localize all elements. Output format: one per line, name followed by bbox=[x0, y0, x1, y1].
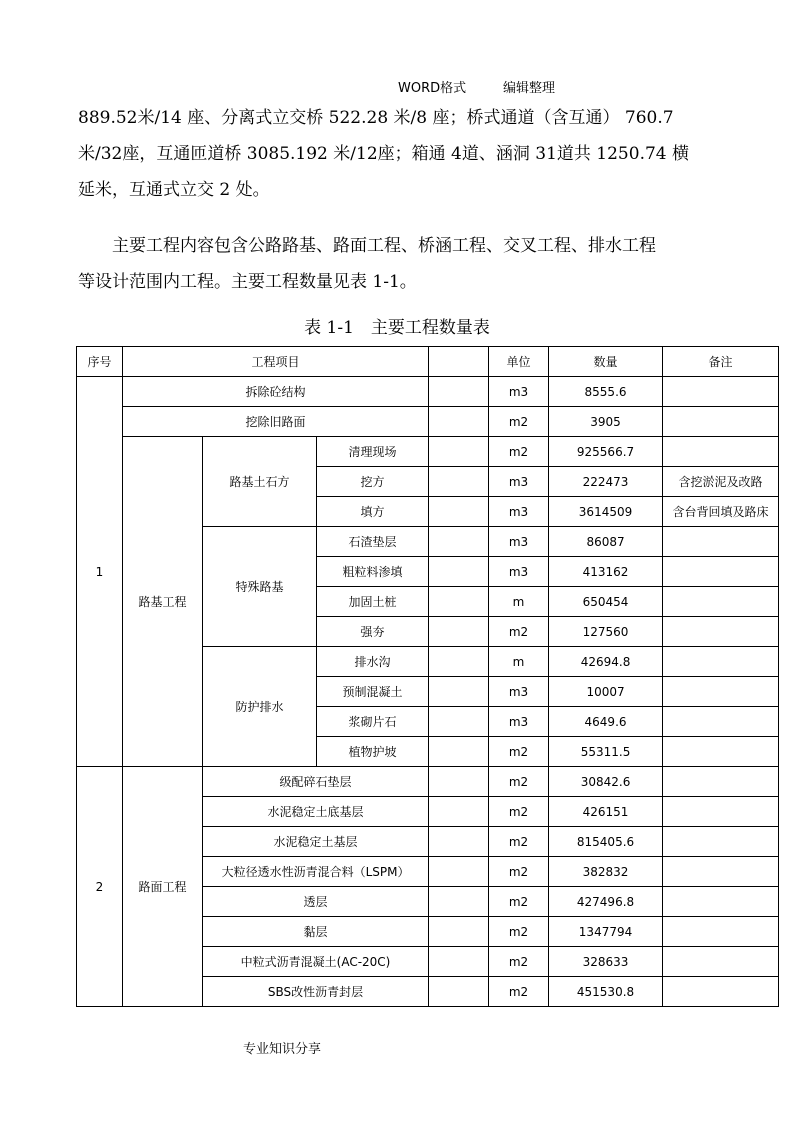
item-cell: 排水沟 bbox=[317, 647, 429, 677]
blank-cell bbox=[429, 407, 489, 437]
blank-cell bbox=[429, 707, 489, 737]
note-cell bbox=[663, 917, 779, 947]
note-cell bbox=[663, 797, 779, 827]
unit-cell: m2 bbox=[489, 887, 549, 917]
header-edit-label: 编辑整理 bbox=[503, 81, 556, 96]
note-cell bbox=[663, 947, 779, 977]
blank-cell bbox=[429, 617, 489, 647]
blank-cell bbox=[429, 467, 489, 497]
qty-cell: 382832 bbox=[549, 857, 663, 887]
item-cell: 加固土桩 bbox=[317, 587, 429, 617]
unit-cell: m3 bbox=[489, 527, 549, 557]
blank-cell bbox=[429, 527, 489, 557]
item-cell: 级配碎石垫层 bbox=[203, 767, 429, 797]
unit-cell: m3 bbox=[489, 497, 549, 527]
table-header-row bbox=[77, 347, 779, 377]
header-qty: 数量 bbox=[549, 347, 663, 377]
item-cell: 强夯 bbox=[317, 617, 429, 647]
unit-cell: m3 bbox=[489, 557, 549, 587]
seq-cell: 2 bbox=[77, 767, 123, 1007]
table-row bbox=[77, 407, 779, 437]
qty-cell: 30842.6 bbox=[549, 767, 663, 797]
qty-cell: 8555.6 bbox=[549, 377, 663, 407]
item-cell: 挖方 bbox=[317, 467, 429, 497]
unit-cell: m bbox=[489, 587, 549, 617]
unit-cell: m2 bbox=[489, 767, 549, 797]
note-cell bbox=[663, 707, 779, 737]
quantity-table bbox=[76, 346, 779, 1007]
main-work-paragraph bbox=[78, 228, 718, 300]
item-cell: 石渣垫层 bbox=[317, 527, 429, 557]
group-label-cell: 路基工程 bbox=[123, 437, 203, 767]
header-blank bbox=[429, 347, 489, 377]
qty-cell: 4649.6 bbox=[549, 707, 663, 737]
qty-cell: 451530.8 bbox=[549, 977, 663, 1007]
unit-cell: m3 bbox=[489, 677, 549, 707]
note-cell bbox=[663, 437, 779, 467]
note-cell bbox=[663, 407, 779, 437]
unit-cell: m2 bbox=[489, 617, 549, 647]
unit-cell: m2 bbox=[489, 827, 549, 857]
qty-cell: 55311.5 bbox=[549, 737, 663, 767]
note-cell bbox=[663, 617, 779, 647]
qty-cell: 427496.8 bbox=[549, 887, 663, 917]
blank-cell bbox=[429, 377, 489, 407]
qty-cell: 650454 bbox=[549, 587, 663, 617]
qty-cell: 127560 bbox=[549, 617, 663, 647]
unit-cell: m3 bbox=[489, 377, 549, 407]
note-cell bbox=[663, 767, 779, 797]
intro-line: 米/32座，互通匝道桥 3085.192 米/12座；箱通 4道、涵洞 31道共 1250.74 横 bbox=[78, 144, 690, 164]
item-cell: 透层 bbox=[203, 887, 429, 917]
subgroup-label-cell: 路基土石方 bbox=[203, 437, 317, 527]
blank-cell bbox=[429, 647, 489, 677]
blank-cell bbox=[429, 497, 489, 527]
seq-cell: 1 bbox=[77, 377, 123, 767]
header-unit: 单位 bbox=[489, 347, 549, 377]
note-cell bbox=[663, 737, 779, 767]
blank-cell bbox=[429, 587, 489, 617]
qty-cell: 3614509 bbox=[549, 497, 663, 527]
header-note: 备注 bbox=[663, 347, 779, 377]
page-header bbox=[0, 77, 794, 95]
item-cell: 挖除旧路面 bbox=[123, 407, 429, 437]
intro-paragraph bbox=[78, 100, 718, 208]
qty-cell: 1347794 bbox=[549, 917, 663, 947]
table-row bbox=[77, 767, 779, 797]
intro-line: 延米，互通式立交 2 处。 bbox=[78, 180, 270, 200]
item-cell: 预制混凝土 bbox=[317, 677, 429, 707]
blank-cell bbox=[429, 947, 489, 977]
paragraph-line: 主要工程内容包含公路路基、路面工程、桥涵工程、交叉工程、排水工程 bbox=[78, 236, 656, 256]
qty-cell: 328633 bbox=[549, 947, 663, 977]
note-cell bbox=[663, 977, 779, 1007]
qty-cell: 10007 bbox=[549, 677, 663, 707]
item-cell: 填方 bbox=[317, 497, 429, 527]
header-format-label: WORD格式 bbox=[398, 81, 467, 96]
unit-cell: m2 bbox=[489, 797, 549, 827]
page-footer: 专业知识分享 bbox=[243, 1042, 322, 1057]
unit-cell: m2 bbox=[489, 737, 549, 767]
blank-cell bbox=[429, 557, 489, 587]
unit-cell: m3 bbox=[489, 707, 549, 737]
paragraph-line: 等设计范围内工程。主要工程数量见表 1-1。 bbox=[78, 272, 417, 292]
note-cell bbox=[663, 677, 779, 707]
item-cell: 中粒式沥青混凝土(AC-20C) bbox=[203, 947, 429, 977]
blank-cell bbox=[429, 827, 489, 857]
item-cell: 粗粒料渗填 bbox=[317, 557, 429, 587]
item-cell: 清理现场 bbox=[317, 437, 429, 467]
item-cell: 植物护坡 bbox=[317, 737, 429, 767]
header-item: 工程项目 bbox=[123, 347, 429, 377]
blank-cell bbox=[429, 677, 489, 707]
blank-cell bbox=[429, 917, 489, 947]
unit-cell: m bbox=[489, 647, 549, 677]
header-seq: 序号 bbox=[77, 347, 123, 377]
unit-cell: m2 bbox=[489, 917, 549, 947]
blank-cell bbox=[429, 437, 489, 467]
qty-cell: 815405.6 bbox=[549, 827, 663, 857]
item-cell: 浆砌片石 bbox=[317, 707, 429, 737]
unit-cell: m2 bbox=[489, 947, 549, 977]
note-cell bbox=[663, 587, 779, 617]
unit-cell: m2 bbox=[489, 407, 549, 437]
item-cell: SBS改性沥青封层 bbox=[203, 977, 429, 1007]
subgroup-label-cell: 特殊路基 bbox=[203, 527, 317, 647]
blank-cell bbox=[429, 767, 489, 797]
qty-cell: 86087 bbox=[549, 527, 663, 557]
note-cell bbox=[663, 887, 779, 917]
item-cell: 大粒径透水性沥青混合料（LSPM） bbox=[203, 857, 429, 887]
unit-cell: m2 bbox=[489, 857, 549, 887]
item-cell: 拆除砼结构 bbox=[123, 377, 429, 407]
note-cell bbox=[663, 527, 779, 557]
subgroup-label-cell: 防护排水 bbox=[203, 647, 317, 767]
table-row bbox=[77, 437, 779, 467]
table-caption: 表 1-1 主要工程数量表 bbox=[304, 318, 490, 338]
item-cell: 水泥稳定土基层 bbox=[203, 827, 429, 857]
note-cell: 含挖淤泥及改路 bbox=[663, 467, 779, 497]
qty-cell: 42694.8 bbox=[549, 647, 663, 677]
qty-cell: 413162 bbox=[549, 557, 663, 587]
note-cell bbox=[663, 857, 779, 887]
group-label-cell: 路面工程 bbox=[123, 767, 203, 1007]
qty-cell: 3905 bbox=[549, 407, 663, 437]
item-cell: 黏层 bbox=[203, 917, 429, 947]
blank-cell bbox=[429, 737, 489, 767]
item-cell: 水泥稳定土底基层 bbox=[203, 797, 429, 827]
qty-cell: 925566.7 bbox=[549, 437, 663, 467]
note-cell bbox=[663, 377, 779, 407]
blank-cell bbox=[429, 857, 489, 887]
blank-cell bbox=[429, 977, 489, 1007]
unit-cell: m2 bbox=[489, 977, 549, 1007]
unit-cell: m3 bbox=[489, 467, 549, 497]
blank-cell bbox=[429, 797, 489, 827]
note-cell bbox=[663, 827, 779, 857]
unit-cell: m2 bbox=[489, 437, 549, 467]
table-row bbox=[77, 377, 779, 407]
qty-cell: 426151 bbox=[549, 797, 663, 827]
note-cell bbox=[663, 557, 779, 587]
qty-cell: 222473 bbox=[549, 467, 663, 497]
intro-line: 889.52米/14 座、分离式立交桥 522.28 米/8 座；桥式通道（含互通） 760.7 bbox=[78, 108, 674, 128]
note-cell: 含台背回填及路床 bbox=[663, 497, 779, 527]
note-cell bbox=[663, 647, 779, 677]
blank-cell bbox=[429, 887, 489, 917]
